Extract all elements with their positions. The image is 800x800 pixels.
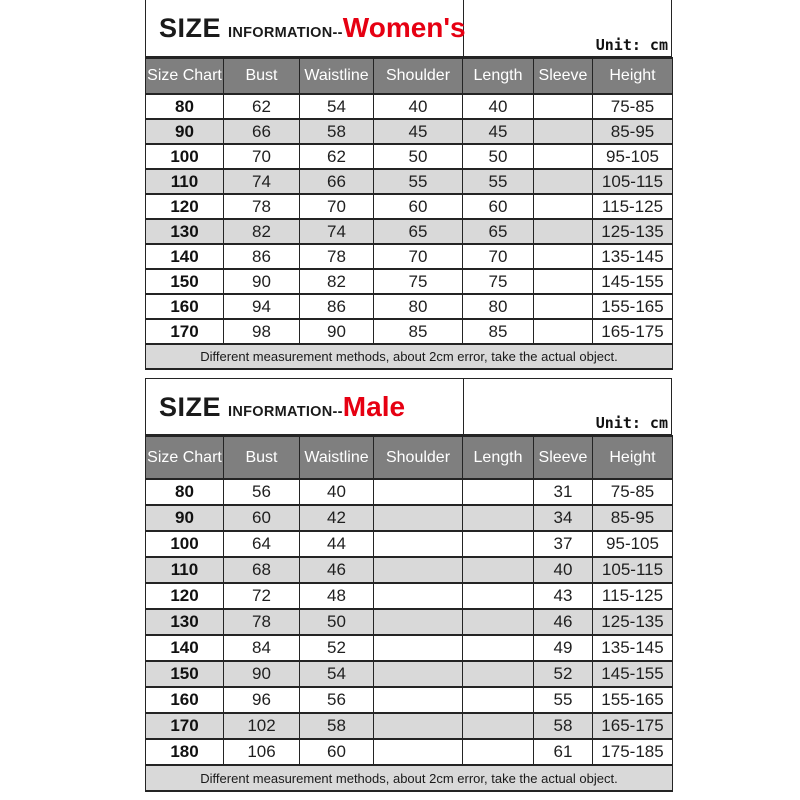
value-cell: 50 xyxy=(300,609,374,635)
womens-unit-label: Unit: cm xyxy=(595,36,668,54)
size-cell: 160 xyxy=(146,687,224,713)
value-cell: 58 xyxy=(300,713,374,739)
value-cell: 56 xyxy=(224,479,300,505)
male-title xyxy=(159,391,405,423)
table-row xyxy=(146,479,673,505)
value-cell xyxy=(534,144,593,169)
value-cell xyxy=(463,635,534,661)
column-header: Sleeve xyxy=(534,436,593,479)
column-header: Bust xyxy=(224,436,300,479)
male-unit-label: Unit: cm xyxy=(595,414,668,432)
value-cell: 84 xyxy=(224,635,300,661)
value-cell: 75 xyxy=(463,269,534,294)
value-cell: 85-95 xyxy=(593,119,673,144)
size-cell: 140 xyxy=(146,244,224,269)
value-cell: 155-165 xyxy=(593,687,673,713)
value-cell: 55 xyxy=(534,687,593,713)
womens-table xyxy=(145,57,673,370)
value-cell xyxy=(463,739,534,765)
column-header: Height xyxy=(593,436,673,479)
value-cell: 85 xyxy=(374,319,463,344)
table-row xyxy=(146,687,673,713)
value-cell: 40 xyxy=(463,94,534,119)
value-cell xyxy=(374,687,463,713)
value-cell: 90 xyxy=(300,319,374,344)
value-cell: 61 xyxy=(534,739,593,765)
table-row xyxy=(146,635,673,661)
value-cell: 31 xyxy=(534,479,593,505)
male-title-cell xyxy=(146,379,464,434)
male-footnote: Different measurement methods, about 2cm error, take the actual object. xyxy=(146,765,673,791)
male-table xyxy=(145,435,673,792)
value-cell: 46 xyxy=(300,557,374,583)
value-cell: 102 xyxy=(224,713,300,739)
table-row xyxy=(146,609,673,635)
column-header: Size Chart xyxy=(146,58,224,94)
column-header: Waistline xyxy=(300,436,374,479)
value-cell: 40 xyxy=(534,557,593,583)
value-cell: 145-155 xyxy=(593,661,673,687)
value-cell: 115-125 xyxy=(593,194,673,219)
value-cell: 145-155 xyxy=(593,269,673,294)
column-header: Bust xyxy=(224,58,300,94)
value-cell: 75-85 xyxy=(593,479,673,505)
value-cell: 40 xyxy=(300,479,374,505)
table-row xyxy=(146,319,673,344)
table-row xyxy=(146,94,673,119)
value-cell: 50 xyxy=(374,144,463,169)
value-cell: 60 xyxy=(374,194,463,219)
value-cell xyxy=(374,557,463,583)
size-cell: 120 xyxy=(146,194,224,219)
value-cell: 58 xyxy=(300,119,374,144)
value-cell: 78 xyxy=(300,244,374,269)
value-cell xyxy=(534,94,593,119)
table-row xyxy=(146,194,673,219)
value-cell: 105-115 xyxy=(593,557,673,583)
value-cell: 65 xyxy=(374,219,463,244)
table-row xyxy=(146,119,673,144)
value-cell: 78 xyxy=(224,194,300,219)
value-cell: 44 xyxy=(300,531,374,557)
value-cell: 85-95 xyxy=(593,505,673,531)
value-cell xyxy=(463,661,534,687)
column-header: Waistline xyxy=(300,58,374,94)
title-info-word: INFORMATION-- xyxy=(228,403,343,420)
value-cell xyxy=(534,219,593,244)
value-cell: 115-125 xyxy=(593,583,673,609)
value-cell: 49 xyxy=(534,635,593,661)
table-row xyxy=(146,244,673,269)
value-cell: 68 xyxy=(224,557,300,583)
value-cell xyxy=(534,269,593,294)
table-row xyxy=(146,294,673,319)
size-cell: 110 xyxy=(146,557,224,583)
value-cell: 48 xyxy=(300,583,374,609)
title-size-word: SIZE xyxy=(159,391,222,422)
value-cell xyxy=(374,635,463,661)
size-cell: 110 xyxy=(146,169,224,194)
value-cell xyxy=(374,531,463,557)
size-cell: 180 xyxy=(146,739,224,765)
male-size-table xyxy=(145,378,672,792)
value-cell: 55 xyxy=(463,169,534,194)
value-cell: 70 xyxy=(463,244,534,269)
size-cell: 100 xyxy=(146,144,224,169)
title-group-word: Women's xyxy=(342,12,466,43)
value-cell: 90 xyxy=(224,661,300,687)
column-header: Shoulder xyxy=(374,436,463,479)
value-cell xyxy=(463,687,534,713)
value-cell: 78 xyxy=(224,609,300,635)
value-cell xyxy=(463,479,534,505)
value-cell xyxy=(463,557,534,583)
value-cell xyxy=(463,583,534,609)
value-cell: 65 xyxy=(463,219,534,244)
table-row xyxy=(146,269,673,294)
size-cell: 160 xyxy=(146,294,224,319)
value-cell: 106 xyxy=(224,739,300,765)
title-size-word: SIZE xyxy=(159,13,222,43)
value-cell: 135-145 xyxy=(593,244,673,269)
womens-footnote: Different measurement methods, about 2cm error, take the actual object. xyxy=(146,344,673,369)
title-group-word: Male xyxy=(342,390,406,422)
value-cell: 85 xyxy=(463,319,534,344)
value-cell: 86 xyxy=(224,244,300,269)
value-cell: 80 xyxy=(374,294,463,319)
value-cell: 70 xyxy=(374,244,463,269)
value-cell: 82 xyxy=(300,269,374,294)
column-header: Size Chart xyxy=(146,436,224,479)
value-cell: 60 xyxy=(224,505,300,531)
value-cell xyxy=(534,244,593,269)
value-cell xyxy=(534,319,593,344)
value-cell: 42 xyxy=(300,505,374,531)
value-cell: 135-145 xyxy=(593,635,673,661)
value-cell: 37 xyxy=(534,531,593,557)
value-cell xyxy=(374,609,463,635)
value-cell: 55 xyxy=(374,169,463,194)
value-cell: 165-175 xyxy=(593,713,673,739)
value-cell: 125-135 xyxy=(593,219,673,244)
value-cell: 50 xyxy=(463,144,534,169)
size-cell: 90 xyxy=(146,119,224,144)
column-header: Height xyxy=(593,58,673,94)
value-cell: 54 xyxy=(300,661,374,687)
size-cell: 80 xyxy=(146,94,224,119)
value-cell: 56 xyxy=(300,687,374,713)
size-cell: 130 xyxy=(146,219,224,244)
value-cell xyxy=(374,661,463,687)
value-cell: 40 xyxy=(374,94,463,119)
value-cell xyxy=(374,739,463,765)
value-cell: 46 xyxy=(534,609,593,635)
value-cell xyxy=(463,505,534,531)
value-cell: 62 xyxy=(300,144,374,169)
value-cell xyxy=(374,505,463,531)
value-cell xyxy=(374,479,463,505)
size-cell: 100 xyxy=(146,531,224,557)
column-header: Shoulder xyxy=(374,58,463,94)
value-cell: 66 xyxy=(300,169,374,194)
value-cell: 74 xyxy=(300,219,374,244)
value-cell: 34 xyxy=(534,505,593,531)
value-cell: 98 xyxy=(224,319,300,344)
size-cell: 170 xyxy=(146,319,224,344)
size-cell: 90 xyxy=(146,505,224,531)
value-cell xyxy=(463,713,534,739)
size-cell: 130 xyxy=(146,609,224,635)
table-row xyxy=(146,583,673,609)
value-cell: 95-105 xyxy=(593,531,673,557)
value-cell: 52 xyxy=(534,661,593,687)
value-cell xyxy=(534,119,593,144)
value-cell xyxy=(534,194,593,219)
womens-footnote-row xyxy=(146,344,673,369)
value-cell: 165-175 xyxy=(593,319,673,344)
value-cell: 64 xyxy=(224,531,300,557)
value-cell: 90 xyxy=(224,269,300,294)
value-cell: 52 xyxy=(300,635,374,661)
value-cell: 175-185 xyxy=(593,739,673,765)
size-cell: 140 xyxy=(146,635,224,661)
value-cell: 58 xyxy=(534,713,593,739)
value-cell xyxy=(463,609,534,635)
table-row xyxy=(146,505,673,531)
table-row xyxy=(146,713,673,739)
value-cell: 74 xyxy=(224,169,300,194)
value-cell: 82 xyxy=(224,219,300,244)
value-cell xyxy=(374,583,463,609)
value-cell: 86 xyxy=(300,294,374,319)
value-cell: 70 xyxy=(300,194,374,219)
column-header: Sleeve xyxy=(534,58,593,94)
value-cell: 96 xyxy=(224,687,300,713)
table-row xyxy=(146,531,673,557)
male-footnote-row xyxy=(146,765,673,791)
value-cell: 95-105 xyxy=(593,144,673,169)
value-cell xyxy=(534,294,593,319)
value-cell: 62 xyxy=(224,94,300,119)
size-cell: 150 xyxy=(146,661,224,687)
column-header: Length xyxy=(463,58,534,94)
column-header: Length xyxy=(463,436,534,479)
size-cell: 170 xyxy=(146,713,224,739)
value-cell: 45 xyxy=(463,119,534,144)
value-cell xyxy=(374,713,463,739)
value-cell: 70 xyxy=(224,144,300,169)
size-cell: 80 xyxy=(146,479,224,505)
value-cell: 66 xyxy=(224,119,300,144)
value-cell: 45 xyxy=(374,119,463,144)
womens-title-cell xyxy=(146,0,464,56)
male-title-row xyxy=(145,378,672,435)
value-cell xyxy=(463,531,534,557)
value-cell: 60 xyxy=(463,194,534,219)
value-cell: 125-135 xyxy=(593,609,673,635)
womens-header-row xyxy=(146,58,673,94)
value-cell: 75 xyxy=(374,269,463,294)
womens-size-table xyxy=(145,0,672,370)
value-cell xyxy=(534,169,593,194)
value-cell: 43 xyxy=(534,583,593,609)
value-cell: 72 xyxy=(224,583,300,609)
value-cell: 60 xyxy=(300,739,374,765)
table-row xyxy=(146,661,673,687)
value-cell: 155-165 xyxy=(593,294,673,319)
womens-title xyxy=(159,12,466,44)
womens-title-row xyxy=(145,0,672,57)
table-row xyxy=(146,169,673,194)
size-cell: 150 xyxy=(146,269,224,294)
title-info-word: INFORMATION-- xyxy=(228,25,343,41)
table-row xyxy=(146,739,673,765)
table-row xyxy=(146,219,673,244)
size-cell: 120 xyxy=(146,583,224,609)
male-header-row xyxy=(146,436,673,479)
value-cell: 75-85 xyxy=(593,94,673,119)
value-cell: 80 xyxy=(463,294,534,319)
value-cell: 105-115 xyxy=(593,169,673,194)
value-cell: 54 xyxy=(300,94,374,119)
table-row xyxy=(146,144,673,169)
table-row xyxy=(146,557,673,583)
value-cell: 94 xyxy=(224,294,300,319)
